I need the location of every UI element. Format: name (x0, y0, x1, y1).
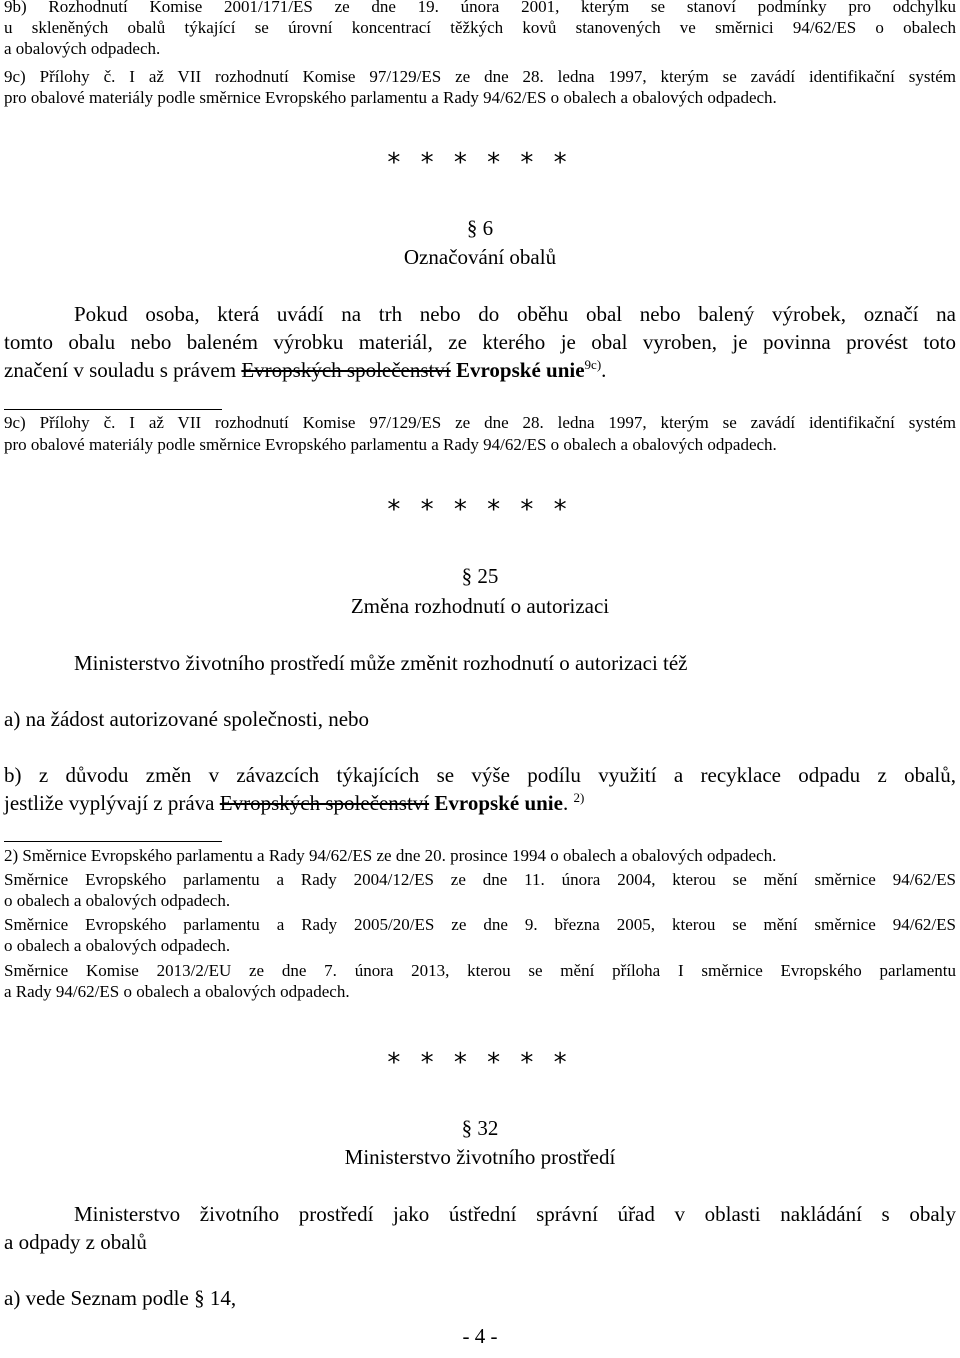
footnote-line: 9b) Rozhodnutí Komise 2001/171/ES ze dne 19. února 2001, kterým se stanoví podmínky pro odchylku (4, 0, 956, 16)
paragraph-line: Ministerstvo životního prostředí jako ústřední správní úřad v oblasti nakládání s obaly (74, 1202, 956, 1226)
footnote-line: Směrnice Evropského parlamentu a Rady 2005/20/ES ze dne 9. března 2005, kterou se mění směrnice 94/62/ES (4, 915, 956, 934)
paragraph-end: . (601, 358, 607, 382)
list-item (4, 1284, 956, 1312)
list-item (4, 705, 956, 733)
footnote-rule (4, 841, 222, 842)
footnote-line: 9c) Přílohy č. I až VII rozhodnutí Komise 97/129/ES ze dne 28. ledna 1997, kterým se zavádí identifikační systém (4, 413, 956, 432)
paragraph-line: Ministerstvo životního prostředí může změnit rozhodnutí o autorizaci též (74, 651, 688, 675)
paragraph-line: Pokud osoba, která uvádí na trh nebo do oběhu obal nebo balený výrobek, označí na (74, 302, 956, 326)
section-number: § 25 (461, 564, 499, 588)
paragraph (4, 300, 956, 328)
struck-text: Evropských společenství (219, 791, 430, 815)
footnote-line: u skleněných obalů týkající se úrovní koncentrací těžkých kovů stanovených ve směrnici 94/62/ES o obalech (4, 18, 956, 37)
section-separator: * * * * * * (387, 1048, 573, 1078)
section-title: Ministerstvo životního prostředí (344, 1145, 616, 1169)
footnote-line: o obalech a obalových odpadech. (4, 891, 231, 910)
list-item (4, 789, 956, 817)
paragraph-text: značení v souladu s právem (4, 358, 242, 382)
footnote-line: 2) Směrnice Evropského parlamentu a Rady 94/62/ES ze dne 20. prosince 1994 o obalech a obalových odpadech. (4, 846, 777, 865)
footnote-line: 9c) Přílohy č. I až VII rozhodnutí Komise 97/129/ES ze dne 28. ledna 1997, kterým se zavádí identifikační systém (4, 67, 956, 86)
section-title: Označování obalů (403, 245, 557, 269)
inserted-text: Evropské unie (455, 358, 585, 382)
footnote-line: Směrnice Evropského parlamentu a Rady 2004/12/ES ze dne 11. února 2004, kterou se mění směrnice 94/62/ES (4, 870, 956, 889)
list-item-text: a) na žádost autorizované společnosti, nebo (4, 707, 370, 731)
paragraph (4, 356, 956, 384)
section-separator: * * * * * * (387, 148, 573, 178)
footnote-9c (4, 66, 956, 87)
footnote-line: a Rady 94/62/ES o obalech a obalových odpadech. (4, 982, 350, 1001)
list-item-text: b) z důvodu změn v závazcích týkajících se výše podílu využití a recyklace odpadu z obalů, (4, 763, 956, 787)
footnote-9b-end (4, 38, 956, 59)
section-title: Změna rozhodnutí o autorizaci (350, 594, 610, 618)
footnote-2 (4, 935, 956, 956)
paragraph-line: tomto obalu nebo baleném výrobku materiál, ze kterého je obal vyroben, je povinna provést toto (4, 330, 956, 354)
footnote-2 (4, 890, 956, 911)
footnote-line: Směrnice Komise 2013/2/EU ze dne 7. února 2013, kterou se mění příloha I směrnice Evropského parlamentu (4, 961, 956, 980)
footnote-2 (4, 869, 956, 890)
section-number: § 32 (461, 1116, 499, 1140)
footnote-9c-end (4, 434, 956, 455)
footnote-2 (4, 960, 956, 981)
footnote-ref: 9c) (584, 357, 602, 372)
footnote-line: pro obalové materiály podle směrnice Evropského parlamentu a Rady 94/62/ES o obalech a obalových odpadech. (4, 88, 777, 107)
page-number: - 4 - (462, 1324, 498, 1348)
paragraph (4, 1228, 956, 1256)
footnote-ref: 2) (573, 790, 585, 805)
footnote-line: pro obalové materiály podle směrnice Evropského parlamentu a Rady 94/62/ES o obalech a obalových odpadech. (4, 435, 777, 454)
section-number: § 6 (466, 216, 494, 240)
footnote-9c (4, 412, 956, 433)
paragraph (4, 1200, 956, 1228)
section-separator: * * * * * * (387, 495, 573, 525)
footnote-2 (4, 981, 956, 1002)
footnote-9b (4, 0, 956, 38)
footnote-2 (4, 845, 956, 866)
footnote-line: o obalech a obalových odpadech. (4, 936, 231, 955)
list-item-text: jestliže vyplývají z práva (4, 791, 220, 815)
paragraph (4, 328, 956, 356)
struck-text: Evropských společenství (241, 358, 451, 382)
inserted-text: Evropské unie (434, 791, 563, 815)
footnote-rule (4, 409, 222, 410)
paragraph-line: a odpady z obalů (4, 1230, 147, 1254)
footnote-9c-end (4, 87, 956, 108)
paragraph-end: . (562, 791, 569, 815)
paragraph (4, 649, 956, 677)
footnote-2 (4, 914, 956, 935)
footnote-line: a obalových odpadech. (4, 39, 161, 58)
list-item (4, 761, 956, 789)
list-item-text: a) vede Seznam podle § 14, (4, 1286, 237, 1310)
